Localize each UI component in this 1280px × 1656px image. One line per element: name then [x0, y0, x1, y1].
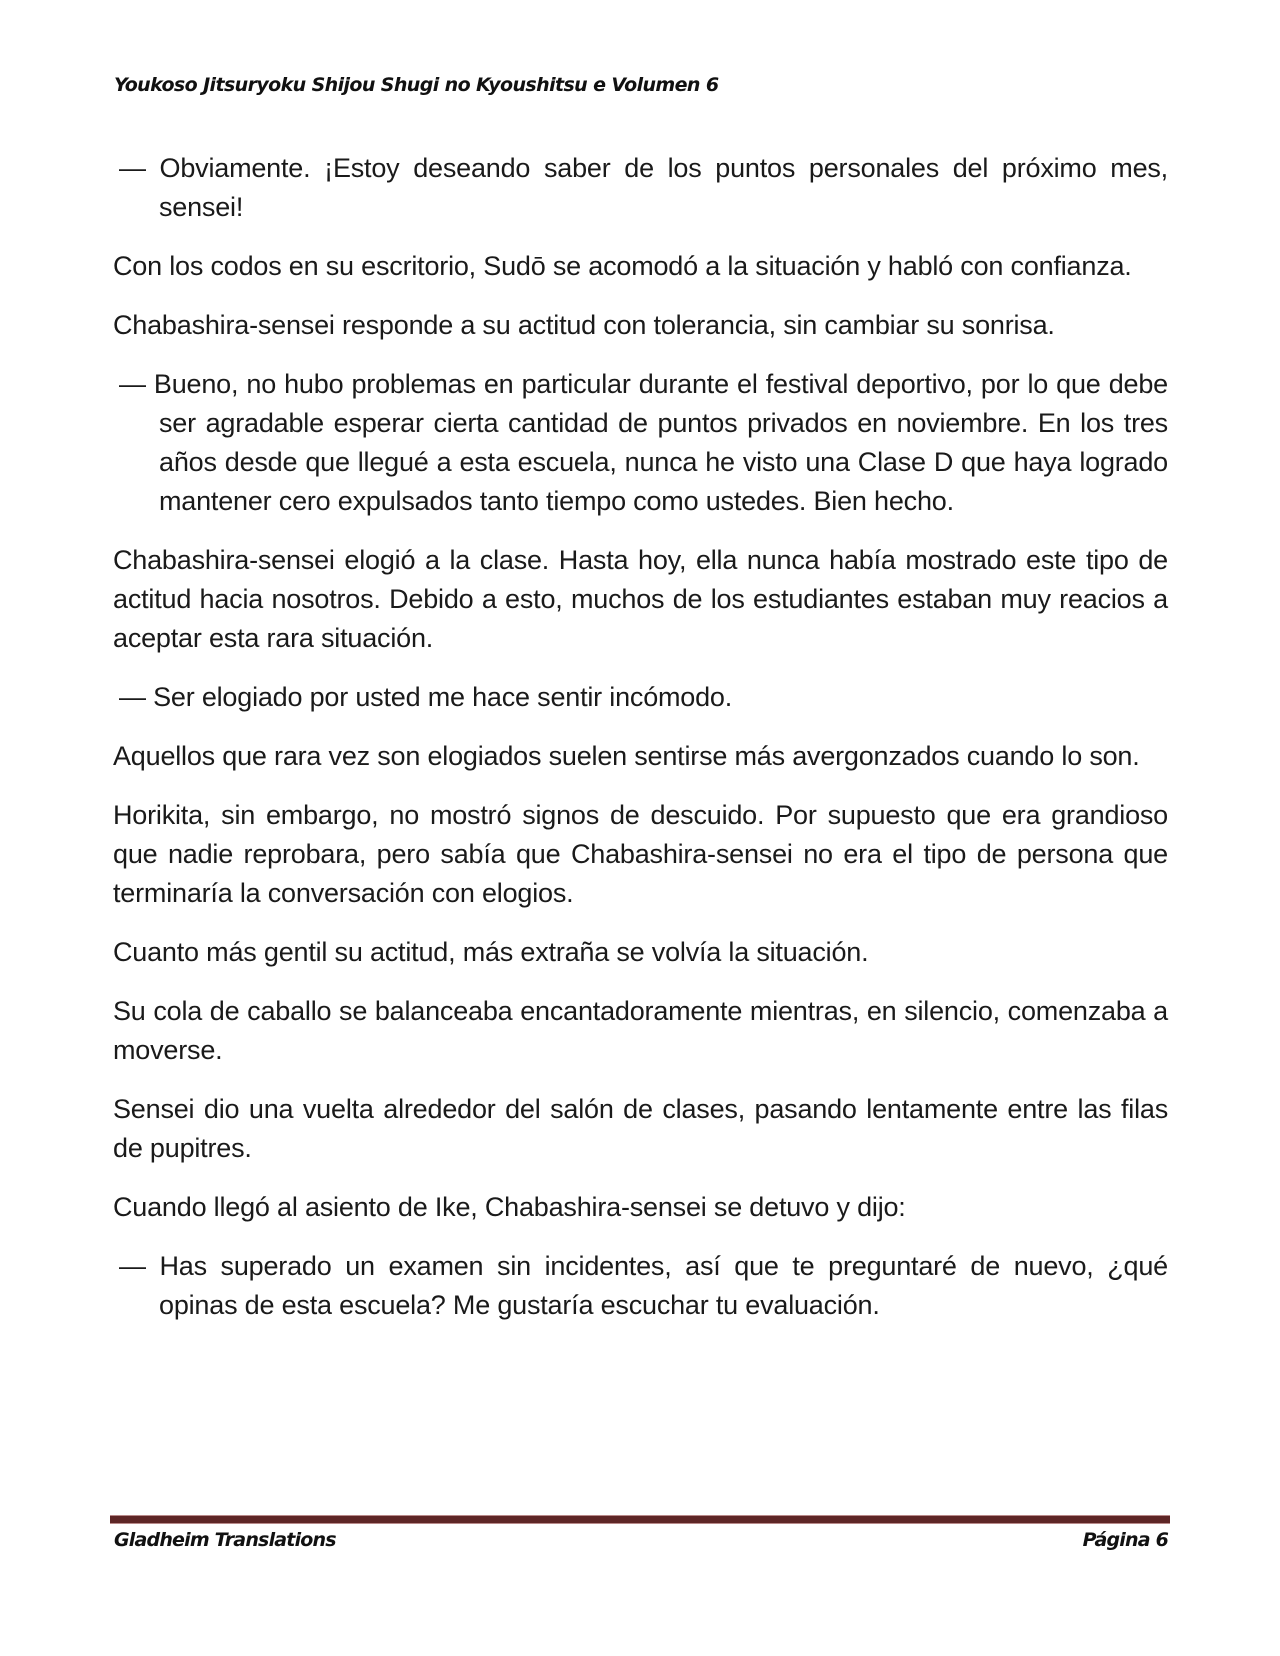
- dialogue-paragraph: — Has superado un examen sin incidentes, así que te preguntaré de nuevo, ¿qué opinas de esta escuela? Me gustaría escuchar tu evaluación.: [119, 1251, 1168, 1320]
- dialogue-paragraph: — Obviamente. ¡Estoy deseando saber de los puntos personales del próximo mes, sensei!: [119, 153, 1168, 222]
- narrative-paragraph: Chabashira-sensei responde a su actitud con tolerancia, sin cambiar su sonrisa.: [113, 310, 1055, 340]
- footer-page-number: Página 6: [1082, 1529, 1168, 1551]
- narrative-paragraph: Su cola de caballo se balanceaba encantadoramente mientras, en silencio, comenzaba a moverse.: [113, 996, 1168, 1065]
- dialogue-paragraph: — Bueno, no hubo problemas en particular durante el festival deportivo, por lo que debe ser agradable esperar cierta cantidad de puntos privados en noviembre. En los tres años desde que llegué a esta escuela, nunca he visto una Clase D que haya logrado mantener cero expulsados tanto tiempo como ustedes. Bien hecho.: [119, 369, 1168, 516]
- narrative-paragraph: Chabashira-sensei elogió a la clase. Hasta hoy, ella nunca había mostrado este tipo de actitud hacia nosotros. Debido a esto, muchos de los estudiantes estaban muy reacios a aceptar esta rara situación.: [113, 545, 1168, 653]
- narrative-paragraph: Horikita, sin embargo, no mostró signos de descuido. Por supuesto que era grandioso que nadie reprobara, pero sabía que Chabashira-sensei no era el tipo de persona que terminaría la conversación con elogios.: [113, 800, 1168, 908]
- footer-translator: Gladheim Translations: [114, 1529, 336, 1551]
- footer-rule: [110, 1515, 1170, 1524]
- narrative-paragraph: Cuando llegó al asiento de Ike, Chabashira-sensei se detuvo y dijo:: [113, 1192, 906, 1222]
- narrative-paragraph: Con los codos en su escritorio, Sudō se acomodó a la situación y habló con confianza.: [113, 251, 1132, 281]
- dialogue-paragraph: — Ser elogiado por usted me hace sentir incómodo.: [119, 682, 733, 712]
- page-body: [113, 149, 1168, 1345]
- narrative-paragraph: Cuanto más gentil su actitud, más extraña se volvía la situación.: [113, 937, 869, 967]
- narrative-paragraph: Aquellos que rara vez son elogiados suelen sentirse más avergonzados cuando lo son.: [113, 741, 1140, 771]
- running-header: Youkoso Jitsuryoku Shijou Shugi no Kyoushitsu e Volumen 6: [114, 74, 719, 96]
- narrative-paragraph: Sensei dio una vuelta alrededor del salón de clases, pasando lentamente entre las filas de pupitres.: [113, 1094, 1168, 1163]
